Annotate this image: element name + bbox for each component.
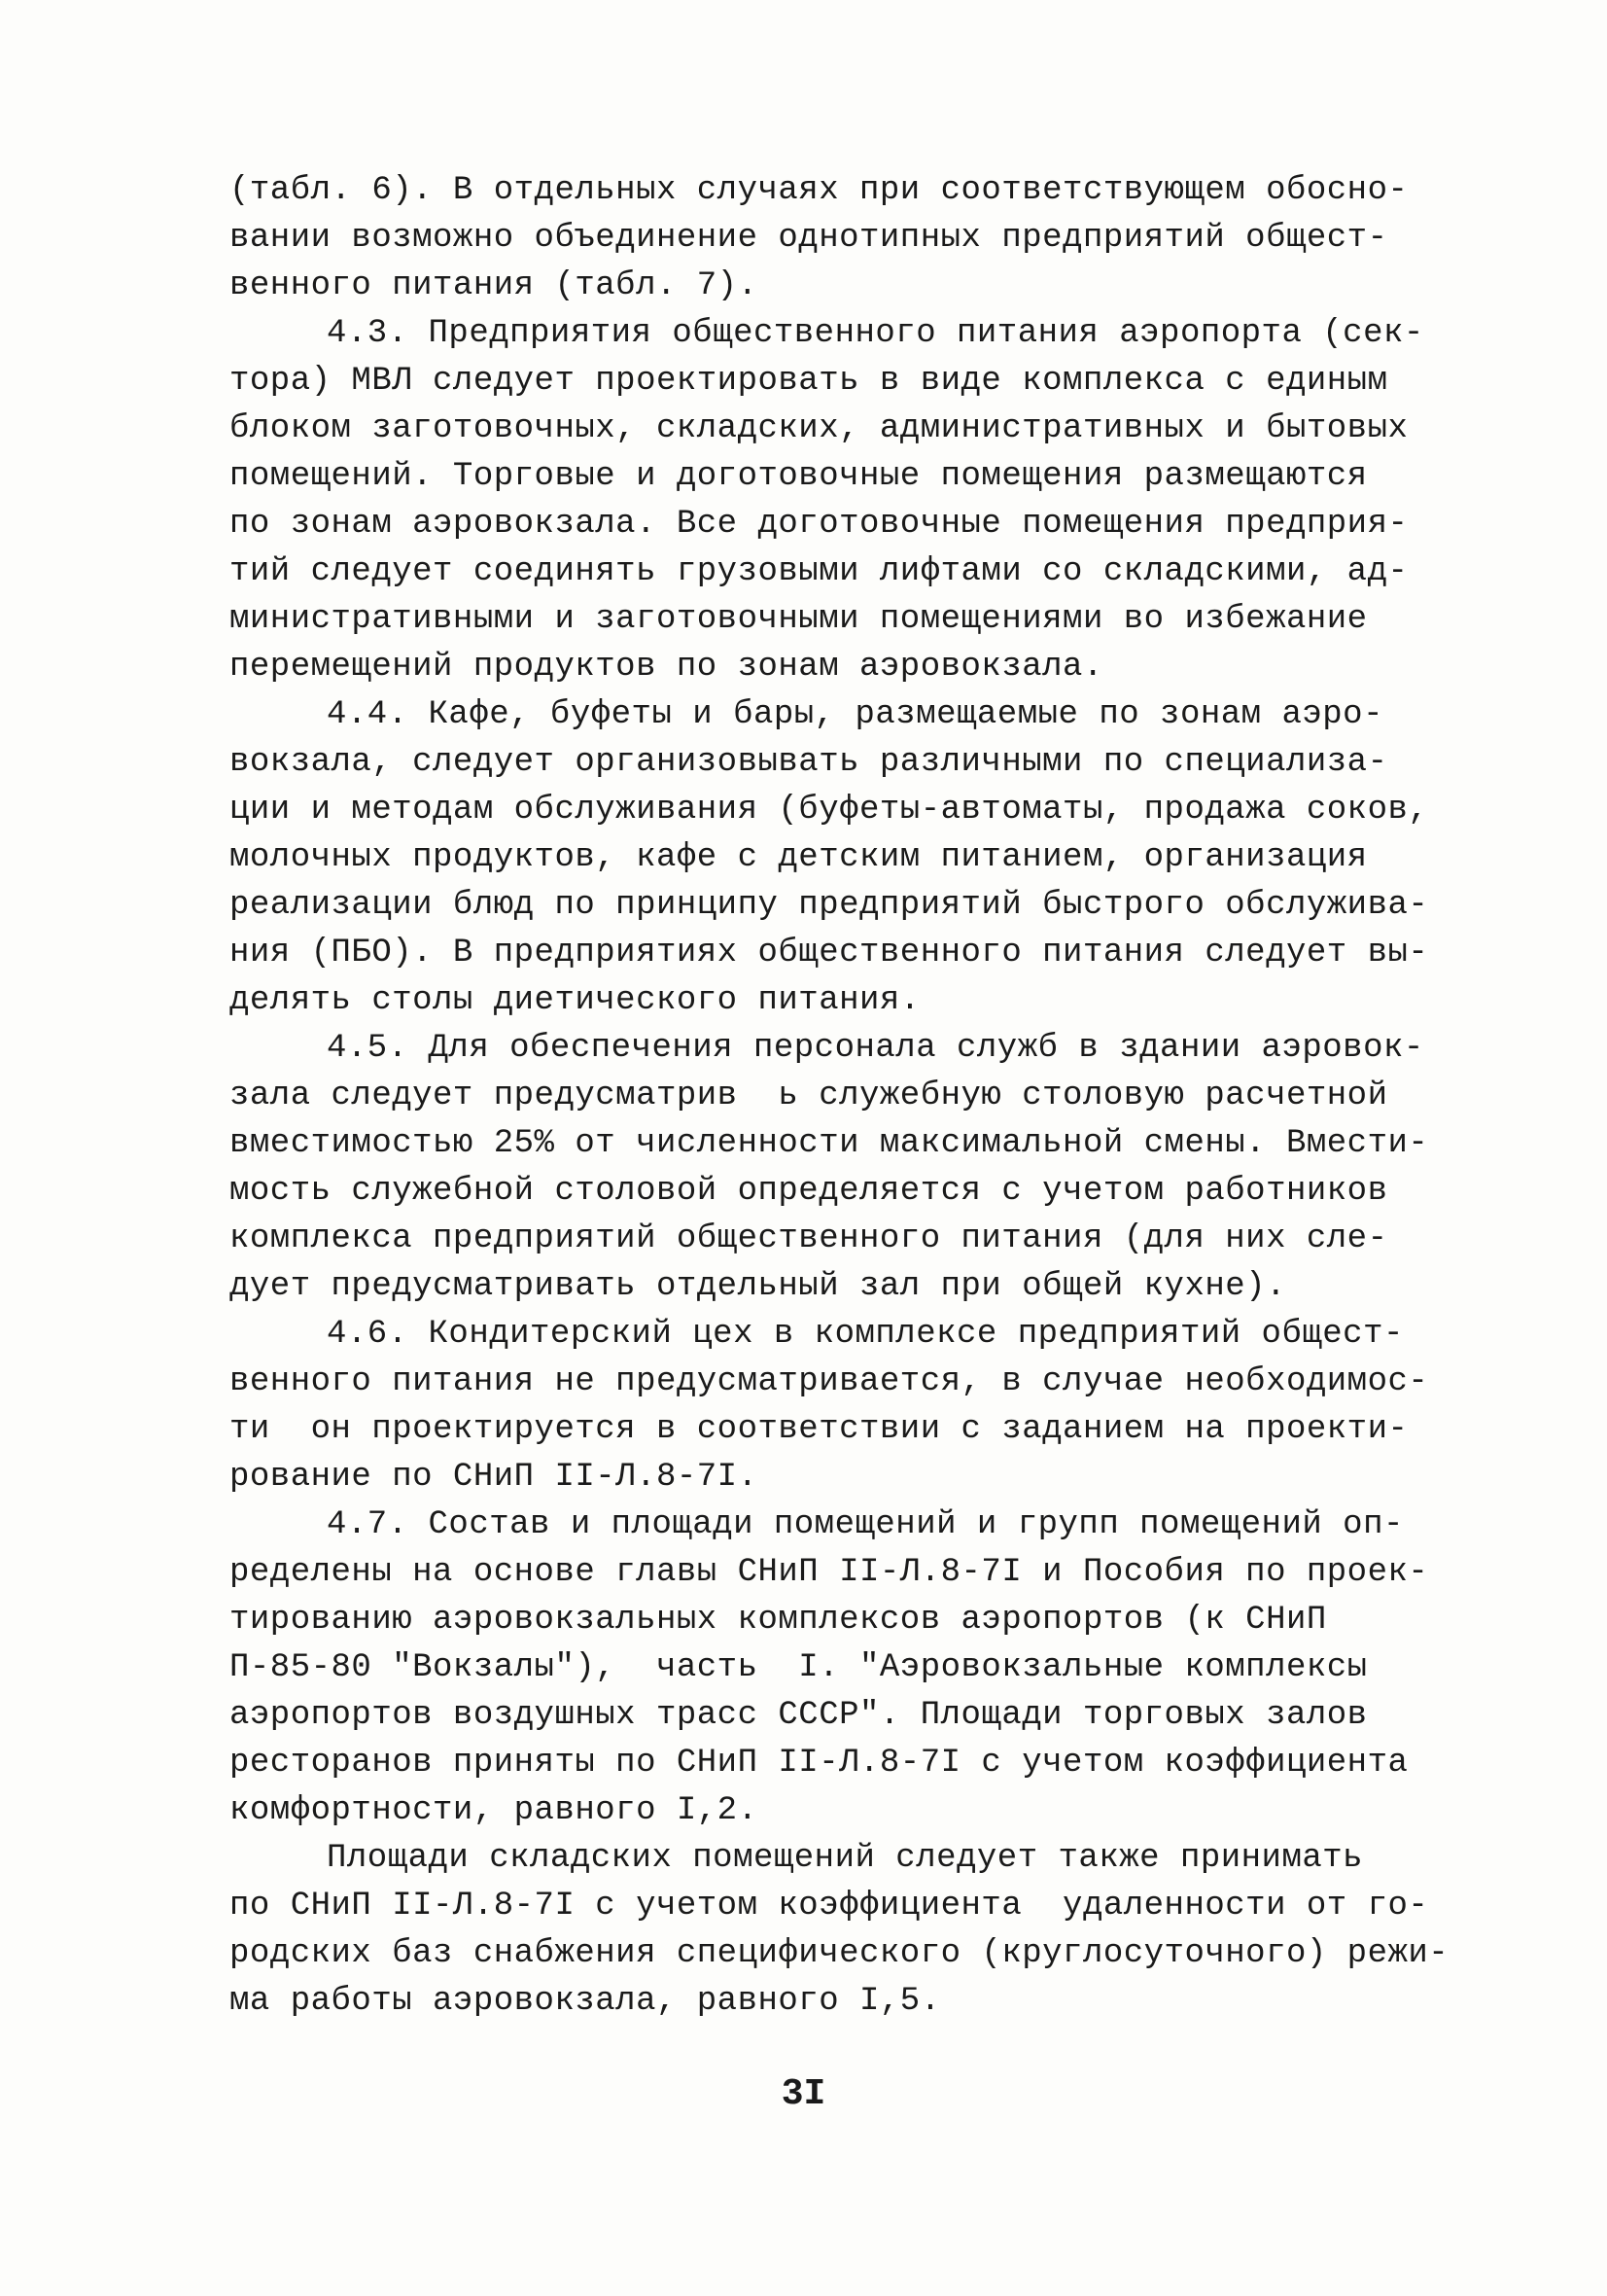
text-line: комфортности, равного I,2. [229,1792,758,1829]
text-line: по зонам аэровокзала. Все доготовочные помещения предприя- [229,506,1409,543]
text-line: ределены на основе главы СНиП II-Л.8-7I и Пособия по проек- [229,1554,1429,1591]
text-line: аэропортов воздушных трасс СССР". Площади торговых залов [229,1697,1368,1734]
text-line: мость служебной столовой определяется с учетом работников [229,1173,1388,1210]
text-line: блоком заготовочных, складских, административных и бытовых [229,410,1409,447]
text-line: вокзала, следует организовывать различными по специализа- [229,744,1388,781]
text-line: тора) МВЛ следует проектировать в виде комплекса с единым [229,363,1388,400]
body-text [229,167,1450,2026]
text-line: вании возможно объединение однотипных предприятий общест- [229,220,1388,257]
page-number: 3I [781,2073,826,2115]
text-line: ции и методам обслуживания (буфеты-автоматы, продажа соков, [229,792,1429,829]
text-line: 4.4. Кафе, буфеты и бары, размещаемые по зонам аэро- [327,696,1383,733]
text-line: зала следует предусматрив ь служебную столовую расчетной [229,1077,1388,1114]
text-line: 4.6. Кондитерский цех в комплексе предприятий общест- [327,1316,1404,1353]
text-line: министративными и заготовочными помещениями во избежание [229,601,1368,638]
text-line: П-85-80 "Вокзалы"), часть I. "Аэровокзальные комплексы [229,1649,1368,1686]
text-line: помещений. Торговые и доготовочные помещения размещаются [229,458,1368,495]
text-line: ма работы аэровокзала, равного I,5. [229,1983,941,2020]
text-line: (табл. 6). В отдельных случаях при соответствующем обосно- [229,172,1409,209]
text-line: Площади складских помещений следует также принимать [327,1840,1364,1877]
text-line: тированию аэровокзальных комплексов аэропортов (к СНиП [229,1602,1327,1639]
text-line: по СНиП II-Л.8-7I с учетом коэффициента удаленности от го- [229,1888,1429,1925]
text-line: венного питания (табл. 7). [229,267,758,304]
text-line: реализации блюд по принципу предприятий быстрого обслужива- [229,887,1429,924]
text-line: молочных продуктов, кафе с детским питанием, организация [229,839,1368,876]
text-line: ресторанов приняты по СНиП II-Л.8-7I с учетом коэффициента [229,1745,1409,1782]
text-line: 4.5. Для обеспечения персонала служб в здании аэровок- [327,1030,1424,1067]
text-line: рование по СНиП II-Л.8-7I. [229,1459,758,1496]
text-line: комплекса предприятий общественного питания (для них сле- [229,1220,1388,1257]
text-line: ти он проектируется в соответствии с заданием на проекти- [229,1411,1409,1448]
text-line: делять столы диетического питания. [229,982,921,1019]
text-line: перемещений продуктов по зонам аэровокзала. [229,649,1103,686]
text-line: венного питания не предусматривается, в случае необходимос- [229,1363,1429,1400]
text-line: 4.3. Предприятия общественного питания аэропорта (сек- [327,315,1424,352]
text-line: ния (ПБО). В предприятиях общественного питания следует вы- [229,935,1429,971]
text-line: вместимостью 25% от численности максимальной смены. Вмести- [229,1125,1429,1162]
text-line: 4.7. Состав и площади помещений и групп помещений оп- [327,1506,1404,1543]
text-line: тий следует соединять грузовыми лифтами со складскими, ад- [229,553,1409,590]
text-line: родских баз снабжения специфического (круглосуточного) режи- [229,1935,1450,1972]
text-line: дует предусматривать отдельный зал при общей кухне). [229,1268,1286,1305]
